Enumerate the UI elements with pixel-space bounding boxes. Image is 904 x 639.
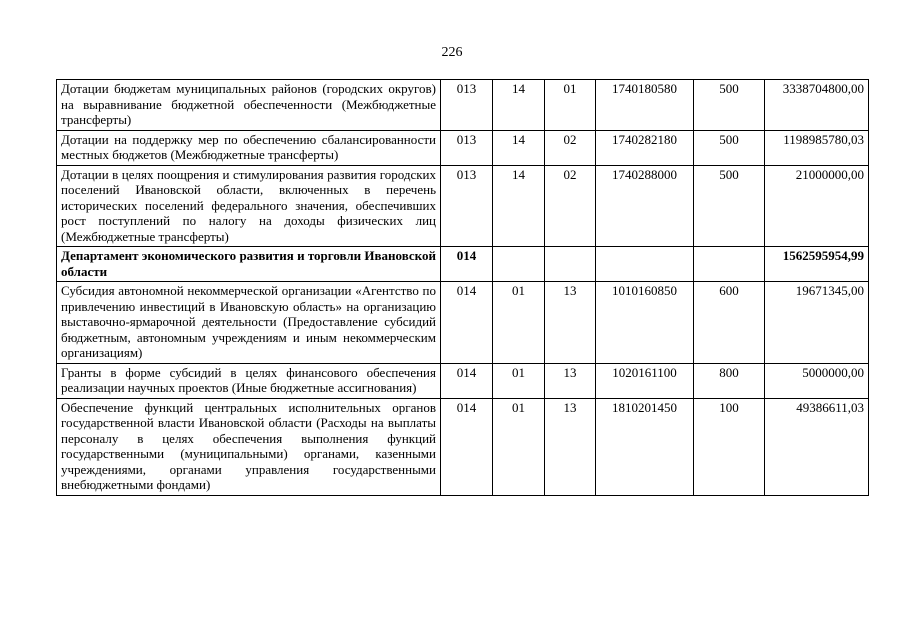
section-code: 01 <box>493 282 545 364</box>
subsection-code: 13 <box>545 363 596 398</box>
amount: 19671345,00 <box>765 282 869 364</box>
table-row <box>57 130 869 165</box>
row-name: Дотации бюджетам муниципальных районов (городских округов) на выравнивание бюджетной обеспеченности (Межбюджетные трансферты) <box>57 80 441 131</box>
target-code: 1740180580 <box>596 80 694 131</box>
department-name: Департамент экономического развития и торговли Ивановской области <box>57 247 441 282</box>
row-name: Дотации на поддержку мер по обеспечению сбалансированности местных бюджетов (Межбюджетные трансферты) <box>57 130 441 165</box>
ministry-code: 013 <box>441 80 493 131</box>
row-name: Субсидия автономной некоммерческой организации «Агентство по привлечению инвестиций в Ивановскую область» на организацию выставочно-ярмарочной деятельности (Предоставление субсидий бюджетным, автономным учреждениям и иным некоммерческим организациям) <box>57 282 441 364</box>
section-code: 14 <box>493 165 545 247</box>
table-row <box>57 363 869 398</box>
amount: 21000000,00 <box>765 165 869 247</box>
ministry-code: 014 <box>441 363 493 398</box>
department-row <box>57 247 869 282</box>
table-row <box>57 398 869 495</box>
target-code: 1740288000 <box>596 165 694 247</box>
table-row <box>57 165 869 247</box>
target-code: 1740282180 <box>596 130 694 165</box>
row-name: Обеспечение функций центральных исполнительных органов государственной власти Ивановской области (Расходы на выплаты персоналу в целях обеспечения выполнения функций государственными (муниципальными) органами, казенными учреждениями, органами управления государственными внебюджетными фондами) <box>57 398 441 495</box>
section-code <box>493 247 545 282</box>
subsection-code <box>545 247 596 282</box>
amount: 49386611,03 <box>765 398 869 495</box>
amount: 3338704800,00 <box>765 80 869 131</box>
amount: 1198985780,03 <box>765 130 869 165</box>
target-code: 1020161100 <box>596 363 694 398</box>
subsection-code: 01 <box>545 80 596 131</box>
subsection-code: 13 <box>545 282 596 364</box>
ministry-code: 014 <box>441 398 493 495</box>
ministry-code: 014 <box>441 247 493 282</box>
ministry-code: 013 <box>441 130 493 165</box>
subsection-code: 13 <box>545 398 596 495</box>
expense-type-code: 600 <box>694 282 765 364</box>
row-name: Гранты в форме субсидий в целях финансового обеспечения реализации научных проектов (Иные бюджетные ассигнования) <box>57 363 441 398</box>
expense-type-code: 800 <box>694 363 765 398</box>
target-code: 1810201450 <box>596 398 694 495</box>
expense-type-code: 100 <box>694 398 765 495</box>
ministry-code: 013 <box>441 165 493 247</box>
section-code: 01 <box>493 398 545 495</box>
expense-type-code: 500 <box>694 80 765 131</box>
expense-type-code: 500 <box>694 165 765 247</box>
section-code: 14 <box>493 80 545 131</box>
section-code: 14 <box>493 130 545 165</box>
ministry-code: 014 <box>441 282 493 364</box>
target-code: 1010160850 <box>596 282 694 364</box>
table-row <box>57 80 869 131</box>
row-name: Дотации в целях поощрения и стимулирования развития городских поселений Ивановской области, включенных в перечень исторических поселений федерального значения, обеспечивших рост поступлений по налогу на доходы физических лиц (Межбюджетные трансферты) <box>57 165 441 247</box>
target-code <box>596 247 694 282</box>
amount: 5000000,00 <box>765 363 869 398</box>
budget-table <box>56 79 869 496</box>
department-total: 1562595954,99 <box>765 247 869 282</box>
table-row <box>57 282 869 364</box>
expense-type-code <box>694 247 765 282</box>
subsection-code: 02 <box>545 165 596 247</box>
page-number: 226 <box>441 45 463 60</box>
section-code: 01 <box>493 363 545 398</box>
subsection-code: 02 <box>545 130 596 165</box>
expense-type-code: 500 <box>694 130 765 165</box>
